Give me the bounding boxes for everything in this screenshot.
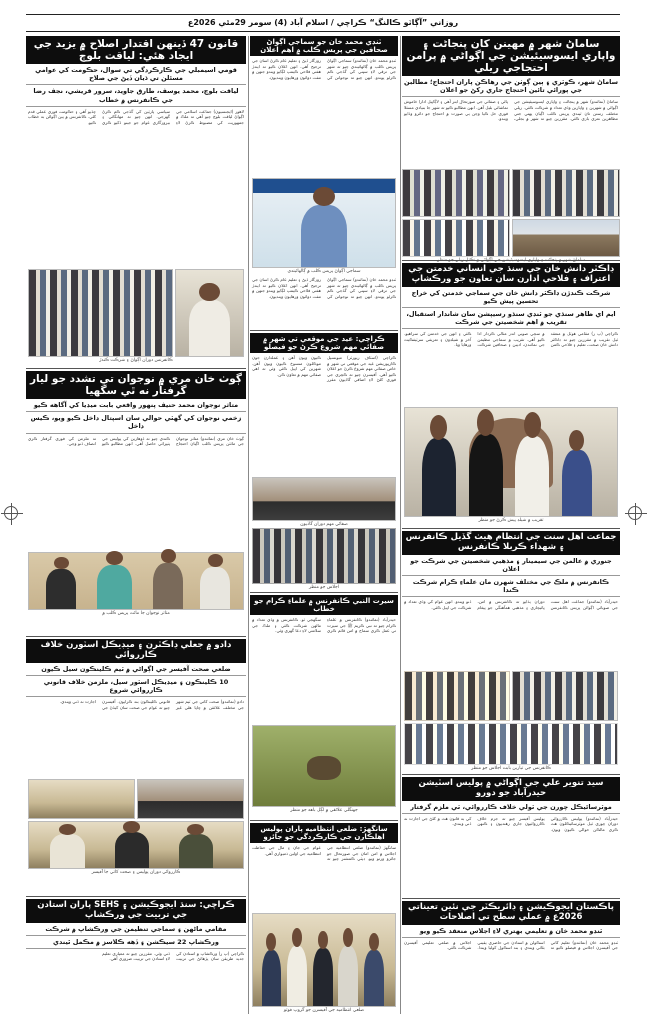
photo-row [402,169,620,217]
newspaper-page [26,14,620,1014]
photo-speaker [252,178,396,268]
section-rule [26,368,246,369]
article-teacher-training [26,899,246,1014]
article-body: ڳوٺ خان مري (نمائندو) متاثر نوجوان جي مائٽن پريس ڪلب اڳيان احتجاج ڪندي چيو ته ڏوهارين کي پوليس جي پٺڀرائي حاصل آهي. انهن مطالبو ڪيو ته ملزمن کي فوري گرفتار ڪري انصاف ڏنو وڃي. [28,435,244,447]
headline: سيد تنوير علي جي اڳواڻي ۾ پوليس اسٽيشن حيدرآباد جو دورو [402,777,620,801]
photo-elder [175,269,244,357]
person-figure [200,567,230,609]
headline: دادو ۾ جعلي ڊاڪٽرن ۽ ميڊيڪل اسٽورن خلاف ڪارروائي [26,639,246,663]
subheadline: مقامي ماڻهن ۽ سماجي تنظيمن جي ورڪشاپ ۾ شرڪت [26,923,246,936]
headline: ٽنڊي محمد خان جو سماجي اڳواڻ صحافين جي پريس ڪلب ۾ اهم اعلان [250,36,398,56]
photo-caption: سماجي اڳواڻ پريس ڪلب ۾ ڳالهائيندي [287,269,361,275]
photo-smoke [307,756,341,780]
column-left [26,36,246,1014]
article-body: لاهور (ايجنسيون) جماعت اسلامي جي اڳواڻ لياقت بلوچ چيو آهي ته ملڪ ۾ جمهوريت کي مضبوط ڪرڻ لاءِ سياسي پارٽين کي گڏجي ڪم ڪرڻ گهرجي. انهن چيو ته مهانگائي ۽ بيروزگاري عوام جو جينو ڏکيو ڪري ڇڏيو آهي ۽ حڪومت فوري عملي قدم کڻي. ڪانفرنس ۾ ٻين اڳواڻن به خطاب ڪيو. [28,108,244,125]
article-body: حيدرآباد (نمائندو) پوليس ڪارروائي دوران چوري ٿيل موٽرسائيڪلون هٿ ڪري مالڪن حوالي ڪيون ويون. پوليس آفيسر چيو ته جرم خلاف ڪارروائيون جاري رهنديون ۽ ڪنهن کي به قانون هٿ ۾ کڻڻ جي اجازت نه ڏني ويندي. [404,815,618,832]
article-fake-doctors [26,639,246,893]
photo-conference-crowd [28,269,173,357]
article-body: حيدرآباد (نمائندو) جماعت اهل سنت جي صوبائي اڳواڻن پريس ڪانفرنس دوران ٻڌايو ته ڪانفرنس ۾ امن، ڀائيچاري ۽ مذهبي همآهنگي جو پيغام ڏنو ويندو. انهن عوام کي وڏي تعداد ۾ شرڪت جي اپيل ڪئي. [404,599,618,610]
headline: قانون 47 ڏينهن اقتدار اصلاح ۾ يزيد جي ايجاد هئي: لياقت بلوچ [26,36,246,64]
column-divider [248,36,249,1014]
person-figure [189,300,229,356]
section-rule [402,260,620,261]
photo-officials-group [252,913,396,1007]
photo-raid [28,779,135,819]
subheadline: موٽرسائيڪل چورن جي ٽولي خلاف ڪارروائي، ٽي ملزم گرفتار [402,801,620,814]
photo-meeting [404,671,510,721]
photo-row [28,269,244,357]
section-rule [402,774,620,775]
article-liaqat-baloch [26,36,246,366]
person-figure [469,434,503,516]
section-rule [26,896,246,897]
section-rule [26,636,246,637]
person-figure [422,438,456,516]
section-rule [402,898,620,899]
column-divider [400,36,401,1014]
subheadline: زخمي نوجوان کي گهٽي حوالي سان اسپتال داخل ڪيو ويو، ڪيس داخل [26,412,246,433]
article-welfare-workshop [402,263,620,525]
photo-rally-crowd [402,169,510,217]
photo-row [28,779,244,819]
person-figure [46,569,76,609]
person-figure [515,436,549,516]
photo-meeting-hall [404,723,618,765]
article-protest-rally [402,36,620,264]
subheadline: ضلعي صحت آفيسر جي اڳواڻي ۾ ٽيم ڪلينڪون سيل ڪيون [26,663,246,676]
photo-shield-ceremony [404,407,618,517]
person-figure [562,450,592,516]
photo-rally-street [512,219,620,257]
subheadline: ورڪشاپ 22 سيڪشن ۽ ڏهه ڪلاسز ۾ مڪمل ٿيندي [26,936,246,949]
section-rule [402,528,620,529]
photo-rally-crowd [512,169,620,217]
article-youth-assault [26,371,246,633]
article-body: ٽنڊو محمد خان (نمائندو) تعليم کاتي جي آفيسرن اجلاس ۾ فيصلو ڪيو ته اسڪولن ۾ استادن جي حاضري يقيني بڻائي ويندي ۽ بند اسڪول کوليا ويندا. اجلاس ۾ ضلعي تعليمي آفيسرن شرڪت ڪئي. [404,939,618,951]
photo-caption: تقريب ۾ شيلڊ پيش ڪرڻ جو منظر [478,518,544,524]
photo-caption: صفائي مهم دوران گاڏيون [300,522,348,528]
article-seerat-conference [250,595,398,817]
person-figure [301,205,346,267]
article-body-continued: ٽنڊو محمد خان (نمائندو) سماجي اڳواڻ پريس ڪلب ۾ ڳالهائيندي چيو ته شهر جي ترقي لاءِ سڀني کي گڏجي ڪم ڪرڻو پوندو. انهن چيو ته نوجوانن کي روزگار ڏيڻ ۽ تعليم عام ڪرڻ اسان جي ترجيح آهي. انهن اعلان ڪيو ته ايندڙ هفتي فلاحي ڪيمپ لڳايو ويندو جنهن ۾ مفت دوائون ورهايون وينديون. [252,277,396,299]
headline: سانگهڙ: ضلعي انتظاميه پاران پوليس اهلڪارن جي ڪارڪردگي جو جائزو [250,823,398,843]
person-figure [338,946,358,1006]
headline: جماعت اهل سنت جي انتظام هيٺ گڏيل ڪانفرنس ۽ شهداء ڪربلا ڪانفرنس [402,531,620,555]
registration-mark-left [4,506,18,520]
photo-row [404,671,618,721]
article-body: ساماڻ (نمائندو) شهر ۾ پنجاڻت ۽ واپاري ايسوسيئيشن جي اڳواڻي ۾ شهرين ۽ واپارين وڏي تعداد ۾ شرڪت ڪئي. ريلي مختلف رستن تان ٿيندي پريس ڪلب اڳيان پهتي جتي مظاهرين نعري بازي ڪئي. مقررين چيو ته شهر ۾ بجلي، پاڻي ۽ صفائي جي صورتحال ابتر آهي ۽ لاڳاپيل ادارا خاموش تماشائي بڻيل آهن. انهن مطالبو ڪيو ته شهر جا بنيادي مسئلا فوري حل ڪيا وڃن ٻي صورت ۾ احتجاج جو دائرو وڌايو ويندو. [404,99,618,122]
article-body: ڪراچي (پ ر) ورڪشاپ ۾ استادن کي جديد طريقن سان پڙهائڻ جي تربيت ڏني وئي. مقررين چيو ته معياري تعليم لاءِ استادن جي تربيت ضروري آهي. [102,950,244,962]
subheadline: قومي اسيمبلي جي ڪارڪردگي تي سوال، حڪومت کي عوامي مسئلن تي ڌيان ڏيڻ جي صلاح [26,64,246,85]
subheadline: شرڪت ڪندڙن ڊاڪٽر دانش خان جي سماجي خدمتن کي خراج تحسين پيش ڪيو [402,287,620,308]
article-body: ڪراچي (پ ر) مقامي هوٽل ۾ منعقد ٿيل تقريب ۾ مقررين چيو ته ڊاڪٽر دانش خان صحت، تعليم ۽ فلاحي ڪمن ۾ سڄي صوبي اندر مثالي ڪردار ادا ڪيو آهي. تقريب ۾ سماجي تنظيمن جي نمائندن، اديبن ۽ صحافين شرڪت ڪئي ۽ انهن جي خدمتن کي سراهيو. آخر ۾ شيلڊون ۽ تعريفي سرٽيفڪيٽ ورهايا ويا. [404,331,618,348]
subheadline: ڪانفرنس ۾ ملڪ جي مختلف شهرن مان علماءِ ڪرام شرڪت ڪندا [402,576,620,597]
person-figure [262,950,282,1006]
person-figure [115,832,149,868]
headline: ڳوٺ خان مري ۾ نوجوان تي تشدد جو ليار گرفتار نه ٿي سگهيا [26,371,246,399]
person-figure [179,834,213,868]
person-figure [313,948,333,1006]
subheadline: ٽنڊو محمد خان ۾ تعليمي بهتري لاءِ اجلاس منعقد ڪيو ويو [402,925,620,938]
article-body: ڪراچي (اسٽاف رپورٽر) ميونسپل ڪارپوريشن عيد جي موقعي تي شهر ۾ خاص صفائي مهم شروع ڪرڻ جو اعلان ڪيو آهي. آفيسرن چيو ته ڪچري جي فوري کڻڻ لاءِ اضافي گاڏيون مقرر ڪيون ويون آهن ۽ عملدارن جون موڪلون منسوخ ڪيون ويون آهن. شهرين کي اپيل ڪئي وئي ته اهي صفائي مهم ۾ تعاون ڪن. [252,355,396,383]
person-figure [364,950,384,1006]
photo-meeting [252,528,396,584]
photo-raid [137,779,244,819]
photo-caption: ڪانفرنس جي تيارين بابت اجلاس جو منظر [471,766,551,772]
photo-rally-crowd [402,219,510,257]
article-police-visit [402,777,620,895]
article-district-review [250,823,398,1014]
section-rule [250,592,398,593]
section-rule [250,330,398,331]
person-figure [153,563,183,609]
photo-vehicles [252,477,396,521]
article-body: ٽنڊو محمد خان (نمائندو) سماجي اڳواڻ پريس ڪلب ۾ ڳالهائيندي چيو ته شهر جي ترقي لاءِ سڀني کي گڏجي ڪم ڪرڻو پوندو. انهن چيو ته نوجوانن کي روزگار ڏيڻ ۽ تعليم عام ڪرڻ اسان جي ترجيح آهي. انهن اعلان ڪيو ته ايندڙ هفتي فلاحي ڪيمپ لڳايو ويندو جنهن ۾ مفت دوائون ورهايون وينديون. [252,58,396,80]
photo-forest-fire [252,725,396,807]
section-rule [250,820,398,821]
person-figure [287,946,307,1006]
subheadline: متاثر نوجوان محمد حنيف پنهور واقعي بابت ميڊيا کي آگاهه ڪيو [26,399,246,412]
article-social-leader [250,36,398,328]
column-middle [250,36,398,1014]
headline: ڊاڪٽر دانش خان جي سنڌ جي انساني خدمتن جي اعتراف ۽ فلاحي ادارن سان تعاون جو ورڪشاپ [402,263,620,287]
column-right [402,36,620,1014]
article-education-reform [402,901,620,1014]
article-body: دادو (نمائندو) صحت کاتي جي ٽيم شهر جي مختلف علائقن ۾ ڇاپا هڻي غير قانوني ڪلينڪون بند ڪرايون. آفيسرن چيو ته عوام جي صحت سان کيڏڻ جي اجازت نه ڏني ويندي. [59,698,244,710]
photo-caption: اجلاس جو منظر [308,585,340,591]
subheadline: ساماڻ شهر، ڪوٽري ۽ ٻين ڳوٺن جي رهاڪن پاران احتجاج؛ مطالبن جي پورائي تائين احتجاج جاري رکڻ جو اعلان [402,76,620,97]
photo-caption: متاثر نوجوان جا مائٽ پريس ڪلب ۾ [102,610,170,616]
photo-caption: جهنگلي علائقي ۾ لڳل باهه جو منظر [290,808,358,814]
registration-mark-right [628,506,642,520]
headline: ساماڻ شهر ۾ مهينن کان پنجاڻت ۽ واپاري ايسوسيئيشن جي اڳواڻي ۾ پرامن احتجاجي ريلي [402,36,620,76]
subheadline: لياقت بلوچ، محمد يوسف، طارق جاويد، سرور قريشي، نجف رضا جي ڪانفرنس ۾ خطاب [26,85,246,106]
article-cleanliness-drive [250,333,398,589]
headline: ڪراچي: عيد جي موقعي تي شهر ۾ صفائي مهم شروع ڪرڻ جو فيصلو [250,333,398,353]
photo-caption: ڪانفرنس دوران اڳواڻ ۽ شرڪت ڪندڙ [99,357,173,363]
article-body: حيدرآباد (نمائندو) ڪانفرنس ۾ علماءِ ڪرام چيو ته نبي ڪريم ﷺ جي سيرت تي عمل ڪري سماج ۾ امن قائم ڪري سگهجي ٿو. ڪانفرنس ۾ وڏي تعداد ۾ ماڻهن شرڪت ڪئي ۽ ملڪ جي سلامتي لاءِ دعا گهري وئي. [252,617,396,634]
person-figure [50,834,84,868]
subheadline: ايم اي ظاهر سنڌي جو ٽنڊي سنڌو رسيپشن سان شاندار استقبال، تقريب ۾ اهم شخصيتن جي شرڪت [402,308,620,329]
photo-caption: ساماڻ شهر ۾ پنجاڻت ۽ واپاري ايسوسيئيشن جي اڳواڻي ۾ نڪتل ريلي جو منظر [437,258,585,264]
photo-caption: ضلعي انتظاميه جي آفيسرن جو گروپ فوٽو [283,1008,365,1014]
masthead: روزاني ”آڳاٽو ڪالنگ“ ڪراچي / اسلام آباد (4) سومر 29مئي 2026ع [26,14,620,32]
subheadline: 10 ڪلينڪون ۽ ميڊيڪل اسٽور سيل، ملزمن خلاف قانوني ڪارروائي شروع [26,676,246,697]
headline: ڪراچي: سنڌ ايجوڪيشن ۽ SEHS پاران استادن جي تربيت جي ورڪشاپ [26,899,246,923]
article-body: سانگهڙ (نمائندو) ضلعي انتظاميه جي اجلاس ۾ امن امان جي صورتحال جو جائزو ورتو ويو. ڊپٽي ڪمشنر چيو ته عوام جي جان ۽ مال جي حفاظت انتظاميه جي اولين ذميواري آهي. [252,845,396,862]
subheadline: جنوري ۾ عالمن جي سيمينار ۽ مذهبي شخصيتن جي شرڪت جو اعلان [402,555,620,576]
headline: سيرت النبي ڪانفرنس ۾ علماءِ ڪرام جو خطاب [250,595,398,615]
photo-officials-raid [28,821,244,869]
photo-caption: ڪارروائي دوران پوليس ۽ صحت کاتي جا آفيسر [91,869,181,875]
photo-meeting [512,671,618,721]
article-conference [402,531,620,771]
photo-victim-family [28,552,244,610]
headline: پاڪستان ايجوڪيشن ۽ ڊائريڪٽر جي نئين تعيناتي 2026ع ۾ عملي سطح تي اصلاحات [402,901,620,925]
photo-row [402,219,620,257]
person-figure [97,565,131,609]
